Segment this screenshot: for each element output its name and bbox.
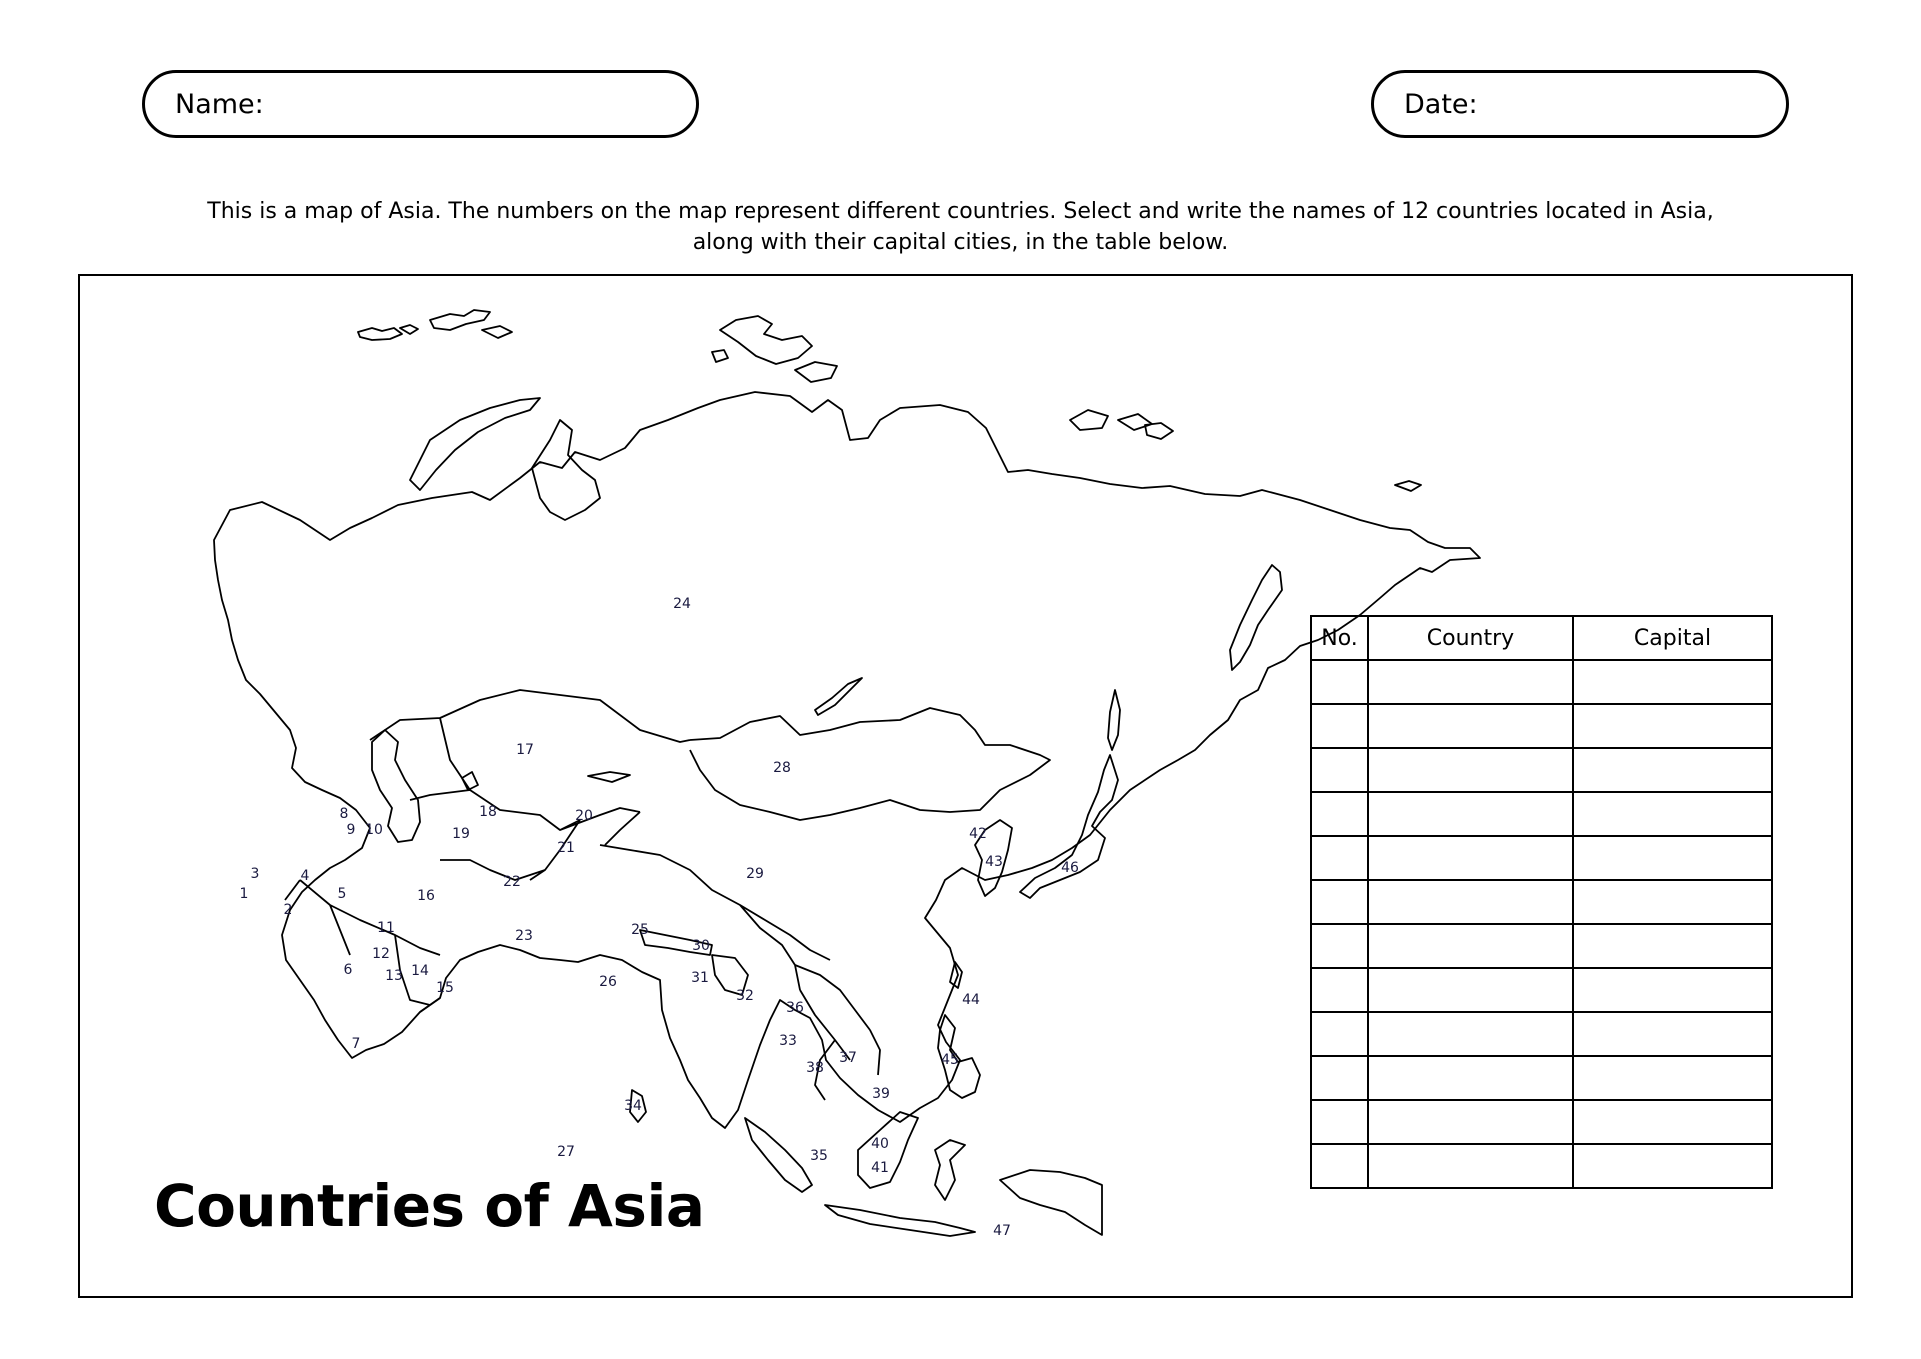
map-label-14: 14 — [411, 963, 429, 979]
instructions-line-2: along with their capital cities, in the table below. — [692, 230, 1229, 255]
no-cell[interactable] — [1311, 1100, 1368, 1144]
map-label-24: 24 — [673, 596, 691, 612]
capital-cell[interactable] — [1573, 924, 1772, 968]
map-label-4: 4 — [300, 868, 310, 884]
northern-peninsula — [532, 420, 600, 520]
map-outline — [214, 310, 1480, 1236]
map-label-3: 3 — [250, 866, 260, 882]
map-label-29: 29 — [746, 866, 764, 882]
map-label-20: 20 — [575, 808, 593, 824]
map-label-33: 33 — [779, 1033, 797, 1049]
map-label-46: 46 — [1061, 860, 1079, 876]
map-label-22: 22 — [503, 874, 521, 890]
map-label-32: 32 — [736, 988, 754, 1004]
map-label-47: 47 — [993, 1223, 1011, 1239]
map-labels — [240, 596, 1079, 1239]
map-label-9: 9 — [346, 822, 356, 838]
no-cell[interactable] — [1311, 660, 1368, 704]
arctic-islands-west — [358, 310, 512, 340]
capital-cell[interactable] — [1573, 968, 1772, 1012]
map-label-23: 23 — [515, 928, 533, 944]
answer-row — [1311, 1012, 1772, 1056]
map-label-36: 36 — [786, 1000, 804, 1016]
answer-row — [1311, 660, 1772, 704]
map-label-11: 11 — [377, 920, 395, 936]
lake-balkhash — [588, 772, 630, 782]
capital-cell[interactable] — [1573, 748, 1772, 792]
no-cell[interactable] — [1311, 1012, 1368, 1056]
novaya-zemlya — [410, 398, 540, 490]
no-cell[interactable] — [1311, 924, 1368, 968]
map-label-40: 40 — [871, 1136, 889, 1152]
capital-cell[interactable] — [1573, 660, 1772, 704]
answer-row — [1311, 880, 1772, 924]
map-label-15: 15 — [436, 980, 454, 996]
answer-row — [1311, 792, 1772, 836]
name-label: Name: — [175, 88, 264, 120]
map-label-19: 19 — [452, 826, 470, 842]
sakhalin — [1108, 690, 1120, 750]
country-cell[interactable] — [1368, 660, 1573, 704]
map-label-25: 25 — [631, 922, 649, 938]
no-cell[interactable] — [1311, 704, 1368, 748]
answer-row — [1311, 704, 1772, 748]
map-label-21: 21 — [557, 840, 575, 856]
map-label-39: 39 — [872, 1086, 890, 1102]
country-cell[interactable] — [1368, 748, 1573, 792]
answer-row — [1311, 1056, 1772, 1100]
map-label-44: 44 — [962, 992, 980, 1008]
map-label-38: 38 — [806, 1060, 824, 1076]
answer-row — [1311, 968, 1772, 1012]
map-label-26: 26 — [599, 974, 617, 990]
capital-cell[interactable] — [1573, 1100, 1772, 1144]
header-no: No. — [1311, 616, 1368, 660]
sulawesi — [935, 1140, 965, 1200]
no-cell[interactable] — [1311, 880, 1368, 924]
map-label-13: 13 — [385, 968, 403, 984]
sumatra — [745, 1118, 812, 1192]
capital-cell[interactable] — [1573, 1144, 1772, 1188]
aral-sea — [462, 772, 478, 790]
capital-cell[interactable] — [1573, 1012, 1772, 1056]
map-label-42: 42 — [969, 826, 987, 842]
map-label-41: 41 — [871, 1160, 889, 1176]
map-label-8: 8 — [339, 806, 349, 822]
china-borders — [600, 812, 880, 1100]
country-cell[interactable] — [1368, 792, 1573, 836]
no-cell[interactable] — [1311, 1144, 1368, 1188]
map-label-30: 30 — [692, 938, 710, 954]
map-label-43: 43 — [985, 854, 1003, 870]
map-label-37: 37 — [839, 1050, 857, 1066]
no-cell[interactable] — [1311, 968, 1368, 1012]
date-label: Date: — [1404, 88, 1478, 120]
country-cell[interactable] — [1368, 880, 1573, 924]
map-label-16: 16 — [417, 888, 435, 904]
map-label-28: 28 — [773, 760, 791, 776]
lake-baikal — [815, 678, 862, 715]
map-label-12: 12 — [372, 946, 390, 962]
answer-row — [1311, 924, 1772, 968]
map-label-34: 34 — [624, 1098, 642, 1114]
country-cell[interactable] — [1368, 1100, 1573, 1144]
country-cell[interactable] — [1368, 704, 1573, 748]
mainland-outline — [214, 392, 1480, 1128]
capital-cell[interactable] — [1573, 704, 1772, 748]
japan — [1020, 755, 1118, 898]
no-cell[interactable] — [1311, 748, 1368, 792]
header-country: Country — [1368, 616, 1573, 660]
answer-table-header — [1311, 616, 1772, 660]
capital-cell[interactable] — [1573, 1056, 1772, 1100]
kamchatka — [1230, 565, 1282, 670]
country-cell[interactable] — [1368, 836, 1573, 880]
no-cell[interactable] — [1311, 1056, 1368, 1100]
arctic-islands-central — [712, 316, 837, 382]
capital-cell[interactable] — [1573, 792, 1772, 836]
arctic-islands-east — [1070, 410, 1421, 491]
map-label-1: 1 — [239, 886, 249, 902]
map-label-2: 2 — [283, 902, 293, 918]
map-label-5: 5 — [337, 886, 347, 902]
country-cell[interactable] — [1368, 1056, 1573, 1100]
no-cell[interactable] — [1311, 836, 1368, 880]
answer-row — [1311, 1144, 1772, 1188]
answer-row — [1311, 1100, 1772, 1144]
country-cell[interactable] — [1368, 1012, 1573, 1056]
map-label-18: 18 — [479, 804, 497, 820]
map-label-45: 45 — [941, 1052, 959, 1068]
instructions-line-1: This is a map of Asia. The numbers on the map represent different countries. Select and write the names of 12 countries located in Asia, — [207, 199, 1714, 224]
capital-cell[interactable] — [1573, 836, 1772, 880]
country-cell[interactable] — [1368, 1144, 1573, 1188]
map-title: Countries of Asia — [154, 1172, 705, 1240]
answer-row — [1311, 836, 1772, 880]
header-capital: Capital — [1573, 616, 1772, 660]
answer-table — [1310, 615, 1773, 1189]
map-label-7: 7 — [351, 1036, 361, 1052]
map-label-6: 6 — [343, 962, 353, 978]
map-label-27: 27 — [557, 1144, 575, 1160]
mongolia-border — [690, 708, 1050, 820]
map-label-35: 35 — [810, 1148, 828, 1164]
new-guinea — [1000, 1170, 1102, 1235]
java — [825, 1205, 975, 1236]
answer-table-body — [1311, 660, 1772, 1188]
capital-cell[interactable] — [1573, 880, 1772, 924]
map-label-17: 17 — [516, 742, 534, 758]
country-cell[interactable] — [1368, 924, 1573, 968]
map-label-31: 31 — [691, 970, 709, 986]
map-label-10: 10 — [365, 822, 383, 838]
country-cell[interactable] — [1368, 968, 1573, 1012]
no-cell[interactable] — [1311, 792, 1368, 836]
answer-row — [1311, 748, 1772, 792]
